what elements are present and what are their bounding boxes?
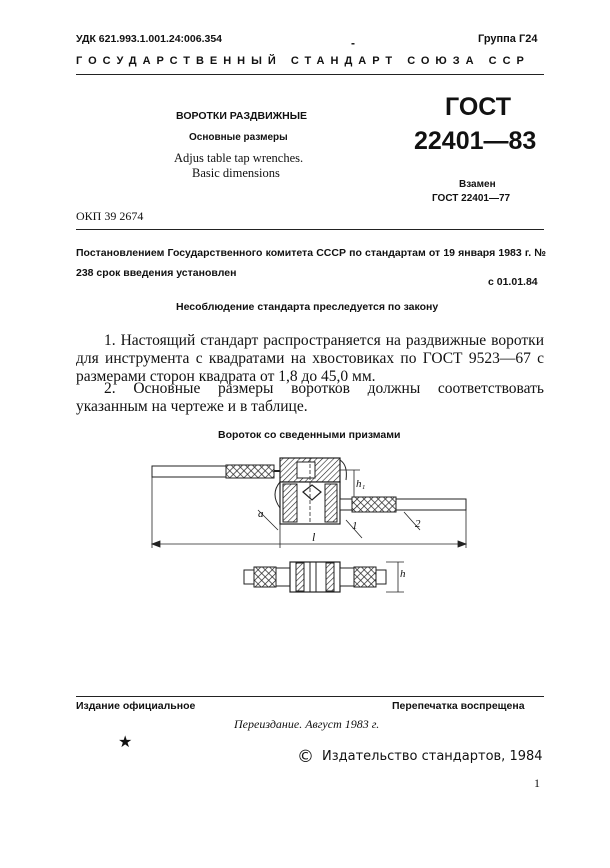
label-l: l <box>312 530 316 544</box>
left-handle-upper <box>152 465 282 478</box>
publisher: Издательство стандартов, 1984 <box>322 749 543 764</box>
wrench-bottom-view <box>244 562 404 592</box>
title-en-line2: Basic dimensions <box>192 166 280 180</box>
udk-code: УДК 621.993.1.001.24:006.354 <box>76 33 223 45</box>
wrench-body-section <box>275 458 346 524</box>
page-number: 1 <box>534 776 540 790</box>
paragraph-2: 2. Основные размеры воротков должны соответствовать указанным на чертеже и в таблице. <box>76 380 544 415</box>
standard-banner: ГОСУДАРСТВЕННЫЙ СТАНДАРТ СОЮЗА ССР <box>76 55 530 67</box>
okp-code: ОКП 39 2674 <box>76 209 144 223</box>
effective-date: с 01.01.84 <box>488 276 538 288</box>
star-icon: ★ <box>118 732 133 751</box>
paragraph-1: 1. Настоящий стандарт распространяется на раздвижные воротки для инструмента с квадратами на хвостовиках по ГОСТ 9523—67 с размерами сторон квадрата от 1,8 до 45,0 мм. <box>76 332 544 385</box>
decree-text: Постановлением Государственного комитета СССР по стандартам от 19 января 1983 г. № 238 срок введения установлен <box>76 247 546 279</box>
official-edition: Издание официальное <box>76 700 196 712</box>
group-code: Группа Г24 <box>478 33 538 45</box>
replaces-label: Взамен <box>459 179 496 190</box>
title-ru: ВОРОТКИ РАЗДВИЖНЫЕ <box>176 110 308 122</box>
dash-mark: - <box>351 36 355 50</box>
footer-rule <box>76 696 544 697</box>
label-a: a <box>258 508 264 520</box>
no-reprint: Перепечатка воспрещена <box>392 700 525 712</box>
label-2: 2 <box>415 518 421 530</box>
copyright-icon: © <box>297 747 314 767</box>
right-handle <box>340 497 466 512</box>
replaces-value: ГОСТ 22401—77 <box>432 193 511 204</box>
title-en-line1: Adjus table tap wrenches. <box>174 151 304 165</box>
gost-label: ГОСТ <box>445 93 511 121</box>
reissue-note: Переиздание. Август 1983 г. <box>234 717 380 731</box>
gost-number: 22401—83 <box>414 127 537 155</box>
notice: Несоблюдение стандарта преследуется по закону <box>176 301 439 313</box>
label-1: 1 <box>352 520 358 532</box>
subtitle-ru: Основные размеры <box>189 132 288 143</box>
figure-caption: Вороток со сведенными призмами <box>218 429 401 441</box>
label-h1: h₁ <box>356 478 366 490</box>
label-h: h <box>400 568 406 580</box>
